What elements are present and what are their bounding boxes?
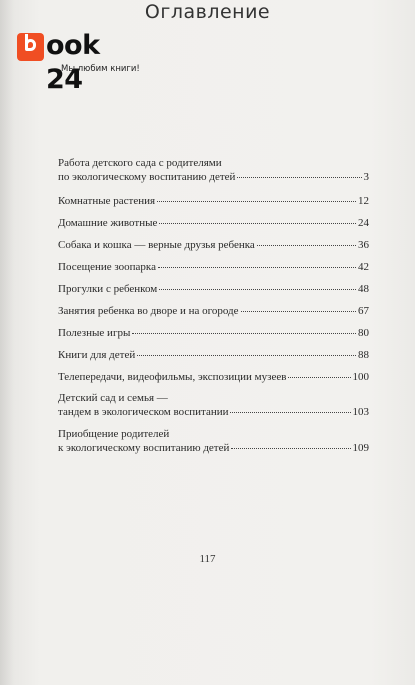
toc-entry [58, 260, 369, 274]
toc-entry [58, 348, 369, 362]
toc-entry-title-line: к экологическому воспитанию детей [58, 442, 230, 454]
toc-entry-title-line: Прогулки с ребенком [58, 283, 158, 295]
toc-entry-page: 103 [352, 406, 369, 418]
dot-leader [257, 245, 356, 246]
toc-entry-page: 100 [352, 371, 369, 383]
dot-leader [159, 289, 356, 290]
toc-entry-title-line: тандем в экологическом воспитании [58, 406, 229, 418]
dot-leader [132, 333, 356, 334]
dot-leader [288, 377, 350, 378]
toc-entry-page: 48 [358, 283, 369, 295]
toc-entry-title-line: Домашние животные [58, 217, 158, 229]
toc-entry [58, 427, 369, 455]
toc-entry-title-line: Телепередачи, видеофильмы, экспозиции музеев [58, 371, 287, 383]
dot-leader [237, 177, 361, 178]
book24-logo [17, 30, 142, 95]
toc-entry-title-line: Детский сад и семья — [58, 392, 168, 404]
toc-entry [58, 194, 369, 208]
logo-wordmark: ook 24 [46, 30, 100, 95]
toc-entry-title-line: Приобщение родителей [58, 428, 170, 440]
logo-tagline: Мы любим книги! [61, 64, 140, 74]
toc-entry-page: 109 [352, 442, 369, 454]
page-number: 117 [199, 553, 216, 565]
toc-entry [58, 304, 369, 318]
dot-leader [231, 448, 350, 449]
toc-entry-title-line: Полезные игры [58, 327, 131, 339]
toc-entry-page: 88 [358, 349, 369, 361]
toc-entry [58, 216, 369, 230]
toc-entry-page: 67 [358, 305, 369, 317]
table-of-contents [58, 156, 369, 455]
book-logo-icon [17, 33, 44, 61]
dot-leader [158, 267, 356, 268]
toc-entry-title-line: Собака и кошка — верные друзья ребенка [58, 239, 255, 251]
toc-entry [58, 156, 369, 184]
page-heading: Оглавление [144, 1, 271, 23]
toc-entry-page: 42 [358, 261, 369, 273]
toc-entry-page: 3 [363, 171, 369, 183]
toc-entry-page: 24 [358, 217, 369, 229]
toc-entry-title-line: Занятия ребенка во дворе и на огороде [58, 305, 239, 317]
dot-leader [241, 311, 356, 312]
toc-entry [58, 391, 369, 419]
toc-entry-title-line: по экологическому воспитанию детей [58, 171, 236, 183]
toc-entry-title-line: Работа детского сада с родителями [58, 157, 222, 169]
toc-entry [58, 326, 369, 340]
toc-entry-page: 12 [358, 195, 369, 207]
toc-entry [58, 282, 369, 296]
toc-entry-page: 80 [358, 327, 369, 339]
dot-leader [157, 201, 356, 202]
toc-entry [58, 238, 369, 252]
toc-entry-page: 36 [358, 239, 369, 251]
toc-entry-title-line: Комнатные растения [58, 195, 156, 207]
dot-leader [230, 412, 350, 413]
toc-entry-title-line: Книги для детей [58, 349, 136, 361]
toc-entry-title-line: Посещение зоопарка [58, 261, 156, 273]
dot-leader [137, 355, 356, 356]
toc-entry [58, 370, 369, 384]
dot-leader [159, 223, 356, 224]
